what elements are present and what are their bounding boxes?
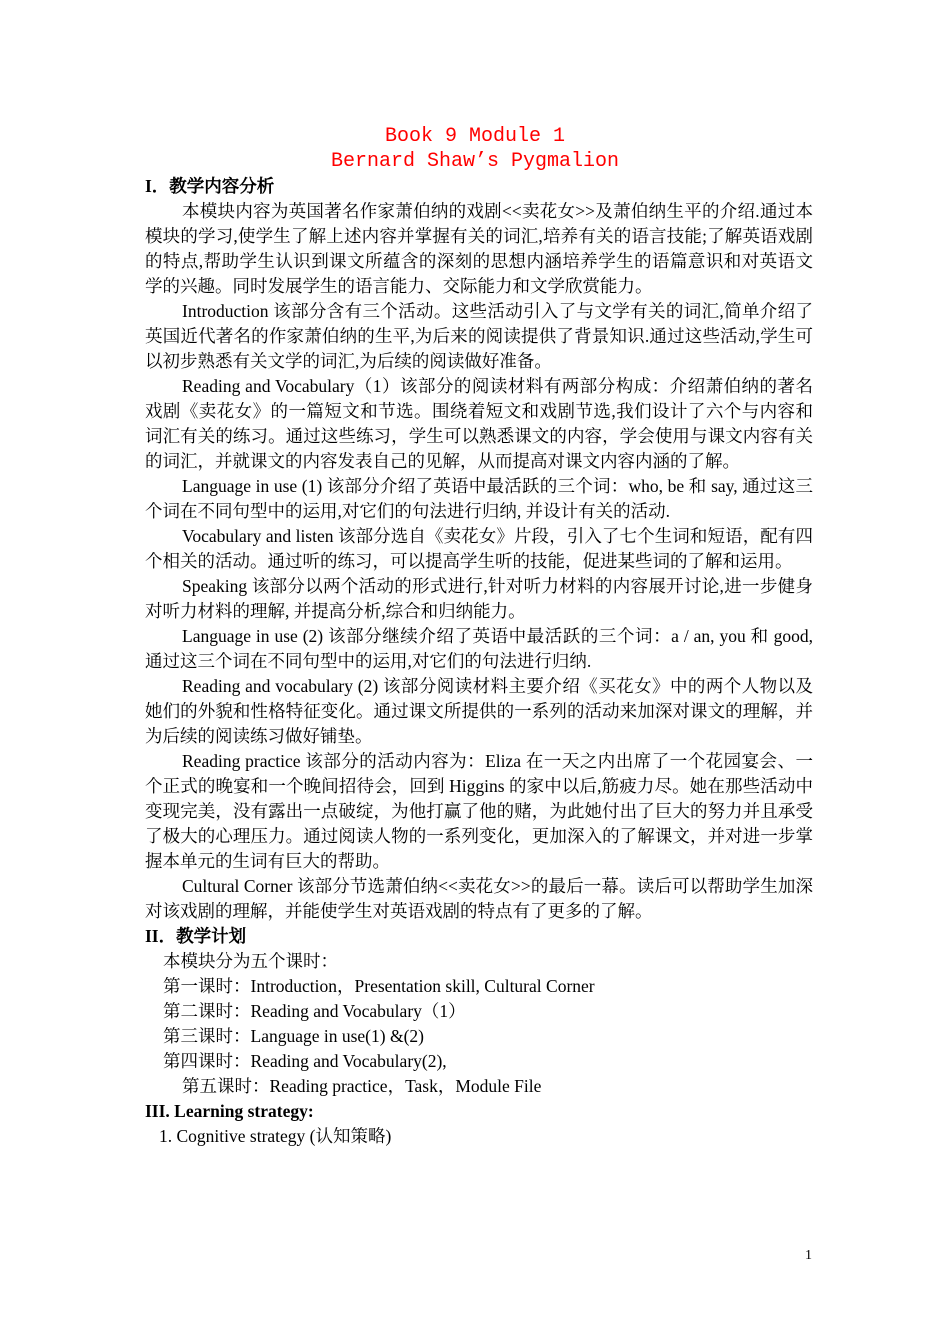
section-heading-content-analysis: I．教学内容分析 (145, 176, 275, 196)
plan-line: 本模块分为五个课时： (163, 951, 338, 971)
strategy-item: 1. Cognitive strategy (认知策略) (159, 1126, 392, 1146)
paragraph-introduction: Introduction 该部分含有三个活动。这些活动引入了与文学有关的词汇,简单介绍了英国近代著名的作家萧伯纳的生平,为后来的阅读提供了背景知识.通过这些活动,学生可以初步熟悉有关文学的词汇,为后续的阅读做好准备。 (145, 301, 813, 371)
paragraph-overview: 本模块内容为英国著名作家萧伯纳的戏剧<<卖花女>>及萧伯纳生平的介绍.通过本模块的学习,使学生了解上述内容并掌握有关的词汇,培养有关的语言技能;了解英语戏剧的特点,帮助学生认识到课文所蕴含的深刻的思想内涵培养学生的语篇意识和对英语文学的兴趣。同时发展学生的语言能力、交际能力和文学欣赏能力。 (145, 201, 813, 296)
paragraph-reading-vocabulary-2: Reading and vocabulary (2) 该部分阅读材料主要介绍《买花女》中的两个人物以及她们的外貌和性格特征变化。通过课文所提供的一系列的活动来加深对课文的理解，并为后续的阅读练习做好铺垫。 (145, 676, 813, 746)
paragraph-cultural-corner: Cultural Corner 该部分节选萧伯纳<<卖花女>>的最后一幕。读后可以帮助学生加深对该戏剧的理解，并能使学生对英语戏剧的特点有了更多的了解。 (145, 876, 813, 921)
section-heading-learning-strategy: III. Learning strategy: (145, 1101, 314, 1121)
paragraph-speaking: Speaking 该部分以两个活动的形式进行,针对听力材料的内容展开讨论,进一步健身对听力材料的理解, 并提高分析,综合和归纳能力。 (145, 576, 813, 621)
plan-line: 第二课时：Reading and Vocabulary（1） (163, 1001, 466, 1021)
plan-line: 第四课时：Reading and Vocabulary(2), (163, 1051, 447, 1071)
section-heading-teaching-plan: II．教学计划 (145, 926, 247, 946)
page-number: 1 (805, 1248, 812, 1263)
paragraph-language-in-use-1: Language in use (1) 该部分介绍了英语中最活跃的三个词：who, be 和 say, 通过这三个词在不同句型中的运用,对它们的句法进行归纳, 并设计有关的活动. (145, 476, 813, 521)
document-body (145, 174, 813, 1149)
document-title: Book 9 Module 1 (384, 125, 566, 148)
document-subtitle: Bernard Shaw’s Pygmalion (330, 150, 620, 173)
plan-line: 第三课时：Language in use(1) &(2) (163, 1026, 424, 1046)
paragraph-vocabulary-listen: Vocabulary and listen 该部分选自《卖花女》片段，引入了七个生词和短语，配有四个相关的活动。通过听的练习，可以提高学生听的技能，促进某些词的了解和运用。 (145, 526, 813, 571)
plan-line: 第一课时：Introduction，Presentation skill, Cultural Corner (163, 976, 595, 996)
paragraph-reading-vocabulary-1: Reading and Vocabulary（1）该部分的阅读材料有两部分构成：介绍萧伯纳的著名戏剧《卖花女》的一篇短文和节选。围绕着短文和戏剧节选,我们设计了六个与内容和词汇有关的练习。通过这些练习，学生可以熟悉课文的内容，学会使用与课文内容有关的词汇，并就课文的内容发表自己的见解，从而提高对课文内容内涵的了解。 (145, 376, 813, 471)
paragraph-reading-practice: Reading practice 该部分的活动内容为：Eliza 在一天之内出席了一个花园宴会、一个正式的晚宴和一个晚间招待会，回到 Higgins 的家中以后,筋疲力尽。她在那些活动中变现完美，没有露出一点破绽，为他打赢了他的赌，为此她付出了巨大的努力并且承受了极大的心理压力。通过阅读人物的一系列变化，更加深入的了解课文，并对进一步掌握本单元的生词有巨大的帮助。 (145, 751, 813, 871)
plan-line: 第五课时：Reading practice，Task，Module File (182, 1076, 542, 1096)
paragraph-language-in-use-2: Language in use (2) 该部分继续介绍了英语中最活跃的三个词：a / an, you 和 good,通过这三个词在不同句型中的运用,对它们的句法进行归纳. (145, 626, 813, 671)
